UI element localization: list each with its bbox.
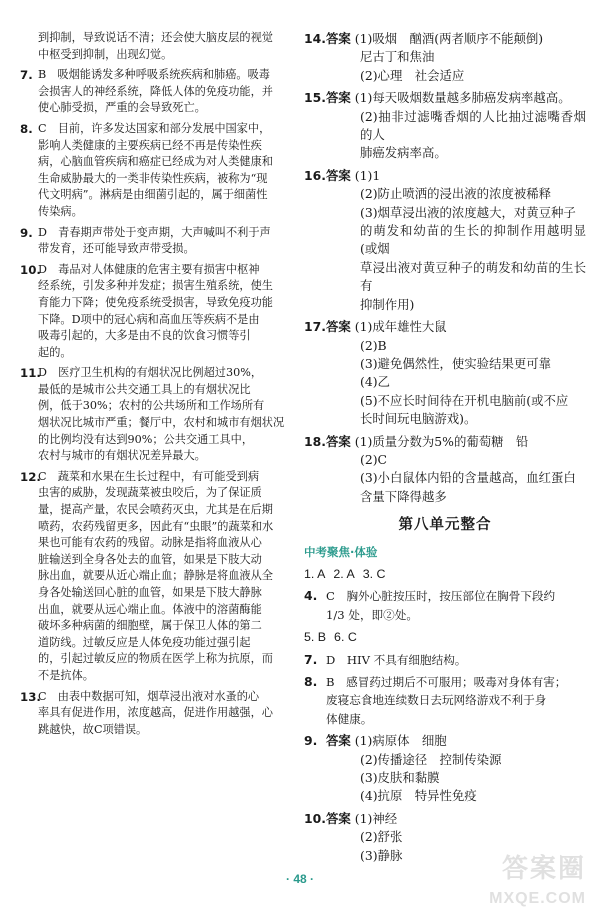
left-column — [20, 30, 288, 742]
watermark-text-en: MXQE.COM — [489, 890, 586, 907]
answer-line: (3)烟草浸出液的浓度越大，对黄豆种子 — [360, 204, 576, 220]
answer-entry — [304, 651, 586, 669]
explanation-line: 吸毒引起的，大多是由不良的饮食习惯等引 — [38, 329, 251, 343]
answer-line: 含量下降得越多 — [360, 488, 447, 504]
explanation-line: 不是抗体。 — [38, 668, 94, 682]
question-number: 11. — [20, 366, 41, 381]
explanation-line: C 胸外心脏按压时，按压部位在胸骨下段约 — [326, 589, 556, 604]
answer-line: (2)防止喷洒的浸出液的浓度被稀释 — [360, 186, 552, 202]
answer-line: (1)1 — [354, 167, 381, 183]
answer-entry — [20, 225, 288, 258]
explanation-line: 代文明病”。淋病是由细菌引起的，属于细菌性 — [38, 188, 268, 202]
answer-line: (1)神经 — [354, 810, 398, 826]
answer-line: (1)质量分数为5%的葡萄糖 铅 — [354, 433, 529, 449]
explanation-line: 下降。D项中的冠心病和高血压等疾病不是由 — [38, 312, 260, 326]
question-number: 18. — [304, 433, 326, 449]
explanation-line: 病，心脑血管疾病和癌症已经成为对人类健康和 — [38, 155, 273, 169]
explanation-line: 农村与城市的有烟状况差异最大。 — [38, 449, 206, 463]
answer-entry — [20, 30, 288, 63]
explanation-line: 最低的是城市公共交通工具上的有烟状况比 — [38, 382, 251, 396]
answer-label: 答案 — [326, 433, 351, 449]
answer-line: (3)皮肤和黏膜 — [360, 770, 440, 786]
question-number: 9. — [304, 733, 318, 749]
answer-line: (3)避免偶然性，使实验结果更可靠 — [360, 355, 552, 371]
explanation-line: D 青春期声带处于变声期，大声喊叫不利于声 — [38, 225, 271, 239]
answer-line: 长时间玩电脑游戏)。 — [360, 411, 477, 427]
answer-line: 肺癌发病率高。 — [360, 145, 447, 161]
answer-line: (2)传播途径 控制传染源 — [360, 751, 502, 767]
answer-line: (5)不应长时间待在开机电脑前(或不应 — [360, 392, 569, 408]
explanation-line: 喷药，农药残留更多，因此有“虫眼”的蔬菜和水 — [38, 519, 274, 533]
answer-line: 草浸出液对黄豆种子的萌发和幼苗的生长有 — [360, 259, 586, 294]
answer-line: (4)抗原 特异性免疫 — [360, 788, 477, 804]
section-heading: 中考聚焦·体验 — [304, 544, 378, 559]
explanation-line: 身各处输送回心脏的血管，如果是下肢大静脉 — [38, 586, 262, 599]
explanation-line: 的，引起过敏反应的物质在医学上称为抗原，而 — [38, 652, 273, 666]
answer-line: 的萌发和幼苗的生长的抑制作用越明显(或烟 — [360, 223, 586, 257]
explanation-line: 生命威胁最大的一类非传染性疾病，被称为“现 — [38, 171, 268, 185]
mc-answer: 5. B — [304, 630, 327, 645]
watermark-logo — [470, 848, 592, 910]
answer-label: 答案 — [326, 167, 351, 183]
answer-line: 尼古丁和焦油 — [360, 49, 435, 65]
right-column — [304, 30, 586, 869]
question-number: 7. — [304, 651, 318, 667]
answer-label: 答案 — [326, 810, 351, 826]
explanation-line: 果也可能有农药的残留。动脉是指将血液从心 — [38, 536, 262, 550]
explanation-line: 使心肺受损，严重的会导致死亡。 — [38, 101, 206, 115]
explanation-line: 量，提高产量，农民会喷药灭虫，尤其是在后期 — [38, 503, 273, 517]
explanation-line: 带发育，还可能导致声带受损。 — [38, 242, 195, 256]
explanation-line: 影响人类健康的主要疾病已经不再是传染性疾 — [38, 138, 262, 152]
explanation-line: 起的。 — [38, 345, 72, 359]
answer-line: (2)抽非过滤嘴香烟的人比抽过滤嘴香烟的人 — [360, 108, 586, 143]
page-number: · 48 · — [285, 872, 314, 886]
mc-answer: 6. C — [334, 630, 357, 645]
explanation-line: 经系统，引发多种并发症；损害生殖系统，使生 — [38, 279, 273, 293]
explanation-line: 到抑制，导致说话不清；还会使大脑皮层的视觉 — [38, 31, 273, 44]
explanation-line: 的比例均没有达到90%；公共交通工具中， — [38, 432, 254, 446]
question-number: 15. — [304, 90, 326, 106]
mc-answer: 3. C — [362, 566, 386, 581]
explanation-line: 率具有促进作用，浓度越高，促进作用越强，心 — [38, 706, 273, 720]
explanation-line: B 吸烟能诱发多种呼吸系统疾病和肺癌。吸毒 — [38, 68, 270, 82]
answer-label: 答案 — [326, 31, 351, 46]
answer-entry — [20, 262, 288, 362]
question-number: 10. — [304, 810, 326, 826]
answer-entry — [304, 167, 586, 314]
answer-entry — [20, 689, 288, 739]
answer-line: (3)静脉 — [360, 847, 403, 863]
question-number: 9. — [20, 225, 33, 240]
answer-entry — [304, 89, 586, 163]
answer-line: (2)B — [360, 337, 387, 353]
answer-entry — [20, 121, 288, 221]
question-number: 7. — [20, 68, 33, 83]
answer-line: (2)舒张 — [360, 829, 403, 845]
answer-line: (1)吸烟 酗酒(两者顺序不能颠倒) — [354, 31, 544, 46]
answer-label: 答案 — [326, 733, 351, 749]
question-number: 12. — [20, 469, 41, 484]
explanation-line: 烟状况比城市严重；餐厅中，农村和城市有烟状况 — [38, 416, 285, 430]
answer-entry — [20, 365, 288, 465]
answer-label: 答案 — [326, 319, 351, 335]
explanation-line: 脉出血，就要从近心端止血；静脉是将血液从全 — [38, 569, 273, 583]
answer-entry — [20, 469, 288, 685]
answer-entry — [304, 587, 586, 624]
answer-line: (2)心理 社会适应 — [360, 67, 465, 83]
answer-label: 答案 — [326, 90, 351, 106]
explanation-line: 虫害的威胁，发现蔬菜被虫咬后，为了保证质 — [38, 486, 262, 500]
explanation-line: 1/3 处，即②处。 — [326, 607, 418, 622]
question-number: 16. — [304, 167, 326, 183]
explanation-line: 育能力下降；使免疫系统受损害，导致免疫功能 — [38, 295, 273, 309]
unit-title: 第八单元整合 — [398, 517, 492, 534]
explanation-line: 道防线。过敏反应是人体免疫功能过强引起 — [38, 635, 251, 649]
answer-line: (1)每天吸烟数量越多肺癌发病率越高。 — [354, 90, 571, 106]
explanation-line: C 目前，许多发达国家和部分发展中国家中， — [38, 121, 271, 135]
explanation-line: 废寝忘食地连续数日去玩网络游戏不利于身 — [326, 693, 547, 708]
answer-entry — [304, 732, 586, 806]
answer-line: (1)病原体 细胞 — [354, 733, 447, 749]
mc-row — [304, 565, 586, 583]
explanation-line: C 由表中数据可知，烟草浸出液对水蚤的心 — [38, 689, 260, 703]
explanation-line: 会损害人的神经系统，降低人体的免疫功能，并 — [38, 84, 273, 98]
explanation-line: B 感冒药过期后不可服用；吸毒对身体有害； — [326, 675, 567, 689]
explanation-line: 体健康。 — [326, 711, 373, 726]
question-number: 4. — [304, 588, 318, 604]
explanation-line: 中枢受到抑制，出现幻觉。 — [38, 47, 173, 61]
answer-entry — [304, 628, 586, 646]
mc-answer: 1. A — [304, 566, 326, 581]
answer-entry — [304, 673, 586, 728]
explanation-line: D HIV 不具有细胞结构。 — [326, 652, 467, 667]
answer-entry — [304, 30, 586, 85]
mc-answer: 2. A — [333, 566, 355, 581]
answer-entry — [20, 67, 288, 117]
explanation-line: C 蔬菜和水果在生长过程中，有可能受到病 — [38, 469, 260, 483]
answer-entry — [304, 318, 586, 428]
explanation-line: D 毒品对人体健康的危害主要有损害中枢神 — [38, 262, 260, 276]
answer-line: (4)乙 — [360, 374, 390, 390]
explanation-line: 破坏多种病菌的细胞壁，属于保卫人体的第二 — [38, 619, 262, 633]
watermark-text-cn: 答案圈 — [501, 854, 586, 884]
explanation-line: 例，低于30%；农村的公共场所和工作场所有 — [38, 399, 265, 413]
explanation-line: D 医疗卫生机构的有烟状况比例超过30%， — [38, 366, 263, 380]
question-number: 8. — [304, 674, 318, 689]
explanation-line: 传染病。 — [38, 204, 83, 218]
explanation-line: 脏输送到全身各处去的血管，如果是下肢大动 — [38, 552, 262, 566]
answer-entry — [304, 433, 586, 507]
question-number: 8. — [20, 121, 33, 136]
question-number: 17. — [304, 319, 326, 335]
answer-line: (3)小白鼠体内铅的含量越高，血红蛋白 — [360, 470, 576, 486]
answer-line: (1)成年雄性大鼠 — [354, 319, 447, 335]
answer-line: (2)C — [360, 451, 388, 467]
explanation-line: 跳越快，故C项错误。 — [38, 722, 148, 736]
answer-line: 抑制作用) — [360, 296, 415, 312]
explanation-line: 出血，就要从远心端止血。体液中的溶菌酶能 — [38, 602, 262, 616]
question-number: 14. — [304, 31, 326, 46]
question-number: 13. — [20, 689, 41, 704]
question-number: 10. — [20, 262, 41, 277]
